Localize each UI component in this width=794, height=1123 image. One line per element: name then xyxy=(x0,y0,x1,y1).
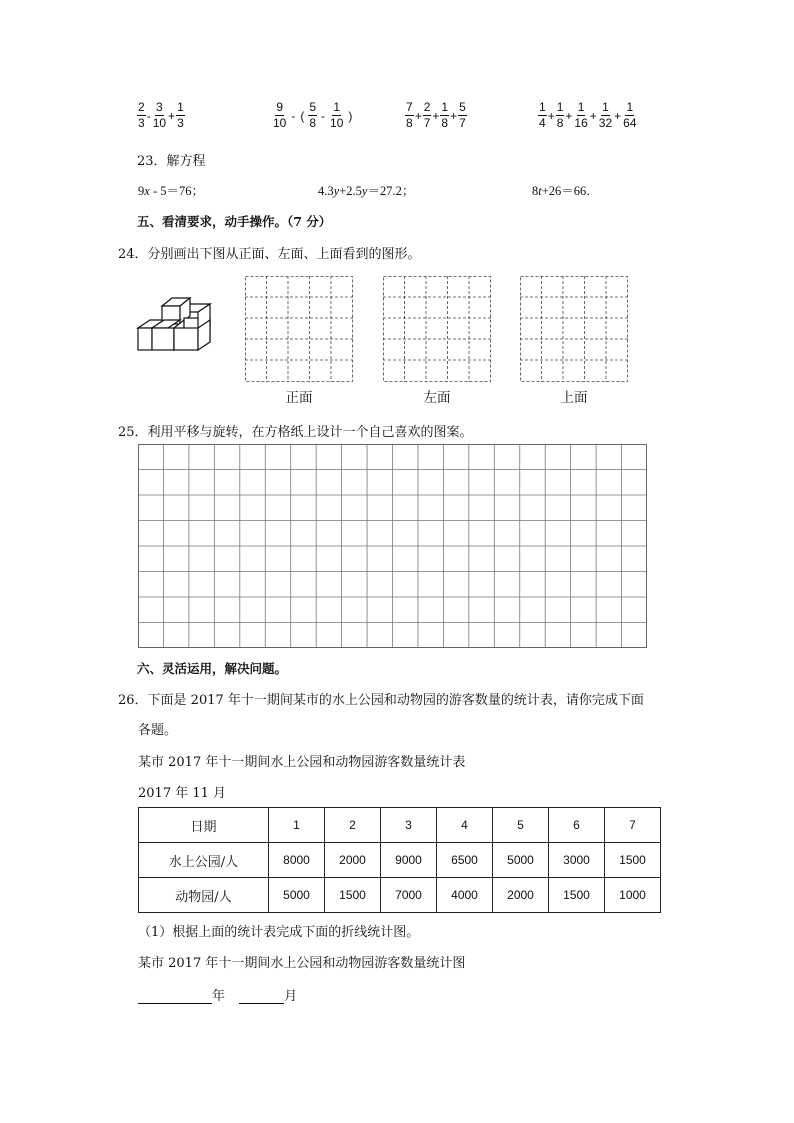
caption-top: 上面 xyxy=(560,390,588,406)
fraction-expr-3: $\frac{7}{8}$ + $\frac{2}{7}$ + $\frac{1}{8}$ + $\frac{5}{7}$ xyxy=(406,100,466,130)
top-view-grid[interactable] xyxy=(520,276,628,382)
table-cell: 9000 xyxy=(381,843,437,878)
table-cell: 5000 xyxy=(493,843,549,878)
table-date: 2017 年 11 月 xyxy=(138,786,227,801)
table-cell: 8000 xyxy=(269,843,325,878)
fraction-expr-1: $\frac{2}{3}$ - $\frac{3}{10}$ + $\frac{1}{3}$ xyxy=(138,100,184,130)
table-row xyxy=(139,878,661,913)
visitor-stats-table xyxy=(138,807,661,913)
fraction-expr-2: $\frac{9}{10}$ - ( $\frac{5}{8}$ - $\frac{1}{10}$ ) xyxy=(273,100,353,130)
table-cell: 2 xyxy=(325,808,381,843)
table-cell: 日期 xyxy=(139,808,269,843)
table-header-row xyxy=(139,808,661,843)
table-cell: 7 xyxy=(605,808,661,843)
table-cell: 7000 xyxy=(381,878,437,913)
table-cell: 6 xyxy=(549,808,605,843)
q26-line1: 26．下面是 2017 年十一期间某市的水上公园和动物园的游客数量的统计表，请你完成下面 xyxy=(118,693,644,708)
equation-1: 9x - 5＝76； xyxy=(138,184,204,198)
table-row xyxy=(139,843,661,878)
q24-title: 24．分别画出下图从正面、左面、上面看到的图形。 xyxy=(118,247,421,262)
table-cell: 2000 xyxy=(493,878,549,913)
table-title: 某市 2017 年十一期间水上公园和动物园游客数量统计表 xyxy=(138,755,466,770)
q26-sub1: （1）根据上面的统计表完成下面的折线统计图。 xyxy=(138,925,420,940)
table-cell: 1 xyxy=(269,808,325,843)
month-blank[interactable] xyxy=(239,987,284,1004)
left-view-grid[interactable] xyxy=(383,276,491,382)
table-cell: 2000 xyxy=(325,843,381,878)
section-6-heading: 六、灵活运用，解决问题。 xyxy=(137,661,288,676)
q26-line2: 各题。 xyxy=(138,723,178,738)
table-cell: 1000 xyxy=(605,878,661,913)
table-cell: 5 xyxy=(493,808,549,843)
table-cell: 3 xyxy=(381,808,437,843)
caption-left: 左面 xyxy=(423,390,451,406)
cube-stack-figure xyxy=(136,296,218,358)
fraction-expr-4: $\frac{1}{4}$ + $\frac{1}{8}$ + $\frac{1}{16}$ + $\frac{1}{32}$ + $\frac{1}{64}$ xyxy=(539,100,637,130)
month-label: 月 xyxy=(284,989,298,1004)
table-cell: 4000 xyxy=(437,878,493,913)
caption-front: 正面 xyxy=(285,390,313,406)
chart-title: 某市 2017 年十一期间水上公园和动物园游客数量统计图 xyxy=(138,956,466,971)
table-cell: 动物园/人 xyxy=(139,878,269,913)
design-square-grid[interactable] xyxy=(138,444,648,649)
table-cell: 3000 xyxy=(549,843,605,878)
section-5-heading: 五、看清要求，动手操作。（7 分） xyxy=(137,214,332,229)
table-cell: 1500 xyxy=(549,878,605,913)
front-view-grid[interactable] xyxy=(245,276,353,382)
table-cell: 6500 xyxy=(437,843,493,878)
q23-title: 23．解方程 xyxy=(137,154,206,169)
table-cell: 水上公园/人 xyxy=(139,843,269,878)
equation-3: 8t+26＝66． xyxy=(532,184,599,198)
year-label: 年 xyxy=(212,989,226,1004)
table-cell: 4 xyxy=(437,808,493,843)
table-cell: 5000 xyxy=(269,878,325,913)
equation-2: 4.3y+2.5y＝27.2； xyxy=(318,184,415,198)
year-blank[interactable] xyxy=(138,987,212,1004)
date-fill-in xyxy=(138,985,297,1004)
q25-title: 25．利用平移与旋转，在方格纸上设计一个自己喜欢的图案。 xyxy=(118,425,473,440)
table-cell: 1500 xyxy=(325,878,381,913)
table-cell: 1500 xyxy=(605,843,661,878)
